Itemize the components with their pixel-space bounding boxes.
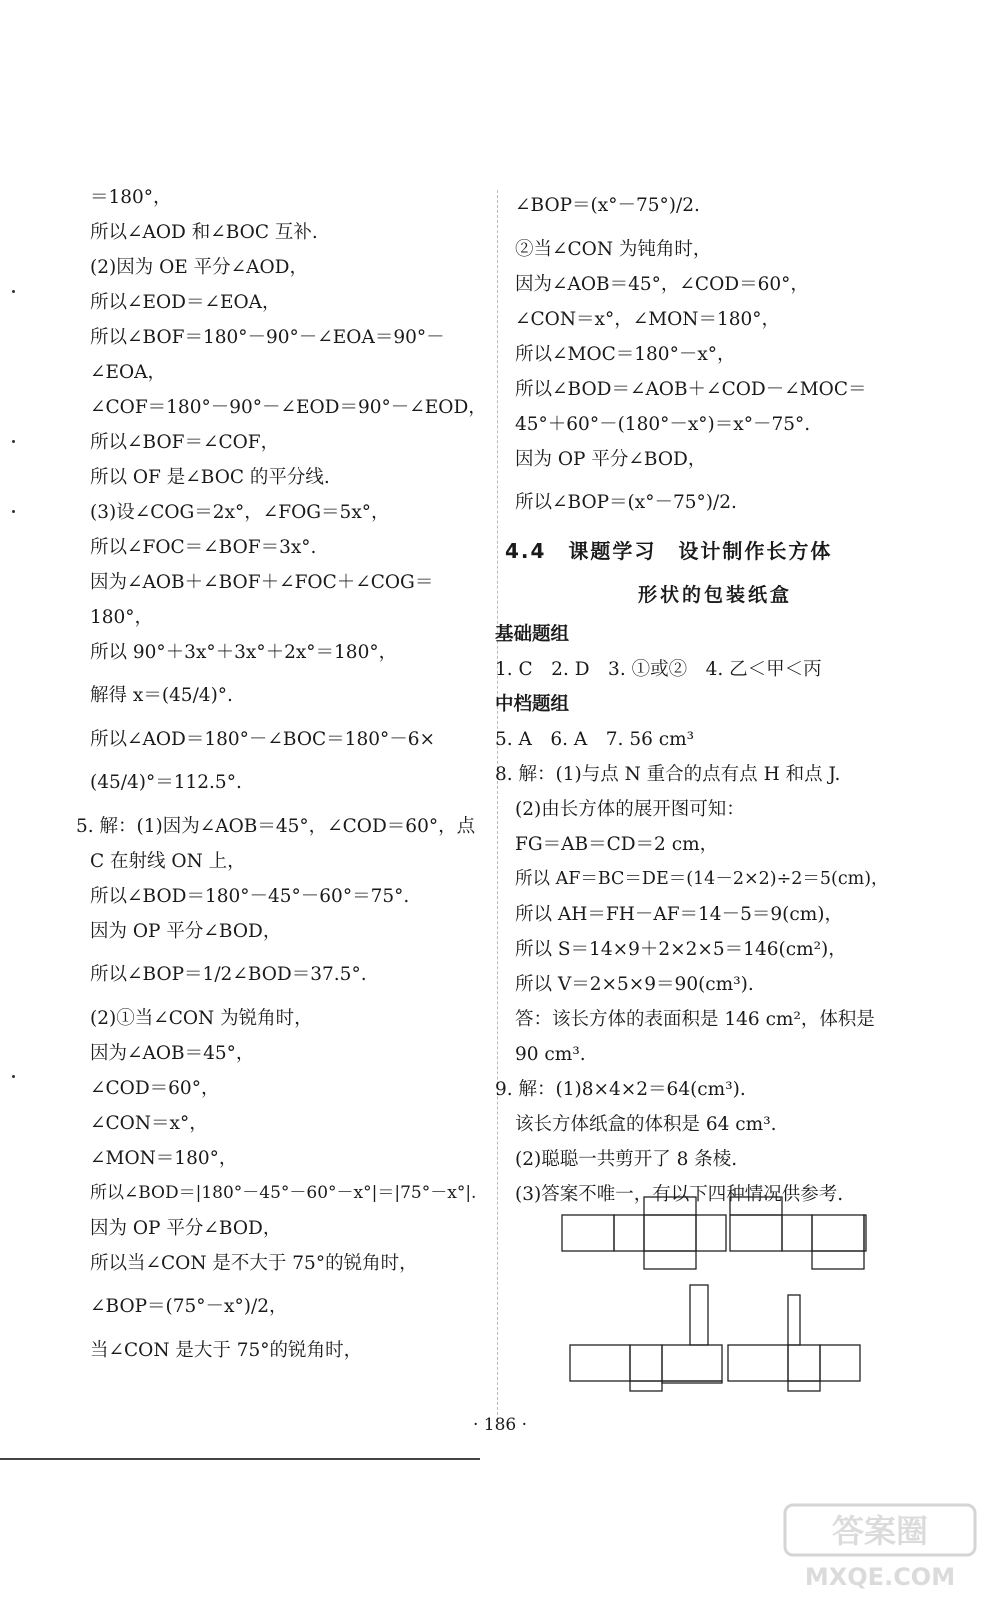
box-net-figures <box>560 1195 870 1395</box>
answer-5-heading: 5. 解：(1)因为∠AOB＝45°，∠COD＝60°，点 <box>76 816 476 837</box>
text-line: ∠COD＝60°， <box>90 1078 220 1099</box>
text-line: 所以 90°＋3x°＋3x°＋2x°＝180°， <box>90 642 398 663</box>
text-line: 所以 AF＝BC＝DE＝(14－2×2)÷2＝5(cm)， <box>515 869 889 889</box>
text-line: ＝180°， <box>90 187 172 208</box>
text-line: 该长方体纸盒的体积是 64 cm³. <box>515 1114 777 1135</box>
text-line: (3)设∠COG＝2x°，∠FOG＝5x°， <box>90 502 390 523</box>
text-line: 所以 AH＝FH－AF＝14－5＝9(cm)， <box>515 904 843 925</box>
text-line: 所以 OF 是∠BOC 的平分线. <box>90 467 330 488</box>
text-line: 180°， <box>90 607 154 628</box>
answer-line: 5. A 6. A 7. 56 cm³ <box>495 729 695 750</box>
svg-text:MXQE.COM: MXQE.COM <box>804 1563 956 1591</box>
text-line: 答：该长方体的表面积是 146 cm²，体积是 <box>515 1009 875 1030</box>
text-line: ∠MON＝180°， <box>90 1148 238 1169</box>
text-line: C 在射线 ON 上， <box>90 851 246 872</box>
text-line: 所以∠BOD＝∠AOB＋∠COD－∠MOC＝ <box>515 379 867 400</box>
net-figure-4 <box>728 1295 860 1391</box>
text-line: 因为 OP 平分∠BOD， <box>515 449 707 470</box>
net-figure-1 <box>562 1197 726 1269</box>
text-line: ∠EOA， <box>90 362 167 383</box>
text-line: 所以∠BOF＝180°－90°－∠EOA＝90°－ <box>90 327 445 348</box>
margin-mark <box>12 1075 15 1078</box>
watermark-logo <box>780 1500 990 1595</box>
text-line: 所以∠EOD＝∠EOA， <box>90 292 281 313</box>
section-subtitle: 形状的包装纸盒 <box>637 584 792 606</box>
text-line: ∠CON＝x°，∠MON＝180°， <box>515 309 781 330</box>
text-line: 因为∠AOB＝45°，∠COD＝60°， <box>515 274 809 295</box>
svg-text:答案圈: 答案圈 <box>831 1512 929 1550</box>
text-line: 因为∠AOB＋∠BOF＋∠FOC＋∠COG＝ <box>90 572 434 593</box>
text-line: 所以∠BOP＝1/2∠BOD＝37.5°. <box>90 964 367 985</box>
text-line: (2)聪聪一共剪开了 8 条棱. <box>515 1149 738 1170</box>
text-line: 所以 V＝2×5×9＝90(cm³). <box>515 974 754 995</box>
section-title: 4.4 课题学习 设计制作长方体 <box>505 539 833 563</box>
text-line: FG＝AB＝CD＝2 cm， <box>515 834 719 855</box>
net-figure-2 <box>730 1197 866 1269</box>
net-figure-3 <box>570 1285 722 1391</box>
text-line: 45°＋60°－(180°－x°)＝x°－75°. <box>515 414 811 435</box>
text-line: 90 cm³. <box>515 1044 586 1065</box>
text-line: ∠BOP＝(x°－75°)/2. <box>515 195 700 216</box>
text-line: 因为∠AOB＝45°， <box>90 1043 255 1064</box>
group-heading-middle: 中档题组 <box>495 694 570 715</box>
right-column <box>495 180 915 1212</box>
text-line: 所以当∠CON 是不大于 75°的锐角时， <box>90 1253 418 1274</box>
bottom-rule <box>0 1458 480 1460</box>
text-line: 所以∠AOD 和∠BOC 互补. <box>90 222 318 243</box>
answer-9-heading: 9. 解：(1)8×4×2＝64(cm³). <box>495 1079 746 1100</box>
page-number: · 186 · <box>472 1415 528 1435</box>
text-line: ∠CON＝x°， <box>90 1113 208 1134</box>
text-line: ∠COF＝180°－90°－∠EOD＝90°－∠EOD， <box>90 397 487 418</box>
left-column <box>76 180 487 1368</box>
text-line: (2)由长方体的展开图可知： <box>515 799 745 820</box>
text-line: (45/4)°＝112.5°. <box>90 772 242 793</box>
text-line: 所以∠MOC＝180°－x°， <box>515 344 736 365</box>
text-line: (3)答案不唯一，有以下四种情况供参考. <box>515 1184 844 1205</box>
column-divider <box>497 190 498 1420</box>
text-line: (2)①当∠CON 为锐角时， <box>90 1008 313 1029</box>
text-line: 所以∠AOD＝180°－∠BOC＝180°－6× <box>90 729 436 750</box>
text-line: 所以∠BOF＝∠COF， <box>90 432 280 453</box>
text-line: 所以∠BOP＝(x°－75°)/2. <box>515 492 737 513</box>
text-line: ②当∠CON 为钝角时， <box>515 239 712 260</box>
margin-mark <box>12 440 15 443</box>
answer-8-heading: 8. 解：(1)与点 N 重合的点有点 H 和点 J. <box>495 764 841 785</box>
text-line: 因为 OP 平分∠BOD， <box>90 921 282 942</box>
text-line: 因为 OP 平分∠BOD， <box>90 1218 282 1239</box>
text-line: 解得 x＝(45/4)°. <box>90 685 233 706</box>
text-line: ∠BOP＝(75°－x°)/2， <box>90 1296 288 1317</box>
group-heading-basic: 基础题组 <box>495 624 570 645</box>
text-line: 所以 S＝14×9＋2×2×5＝146(cm²)， <box>515 939 847 960</box>
text-line: 所以∠BOD＝|180°－45°－60°－x°|＝|75°－x°|. <box>90 1183 477 1203</box>
text-line: (2)因为 OE 平分∠AOD， <box>90 257 308 278</box>
text-line: 所以∠FOC＝∠BOF＝3x°. <box>90 537 317 558</box>
text-line: 当∠CON 是大于 75°的锐角时， <box>90 1340 363 1361</box>
margin-mark <box>12 290 15 293</box>
answer-line: 1. C 2. D 3. ①或② 4. 乙＜甲＜丙 <box>495 659 822 680</box>
text-line: 所以∠BOD＝180°－45°－60°＝75°. <box>90 886 410 907</box>
margin-mark <box>12 510 15 513</box>
